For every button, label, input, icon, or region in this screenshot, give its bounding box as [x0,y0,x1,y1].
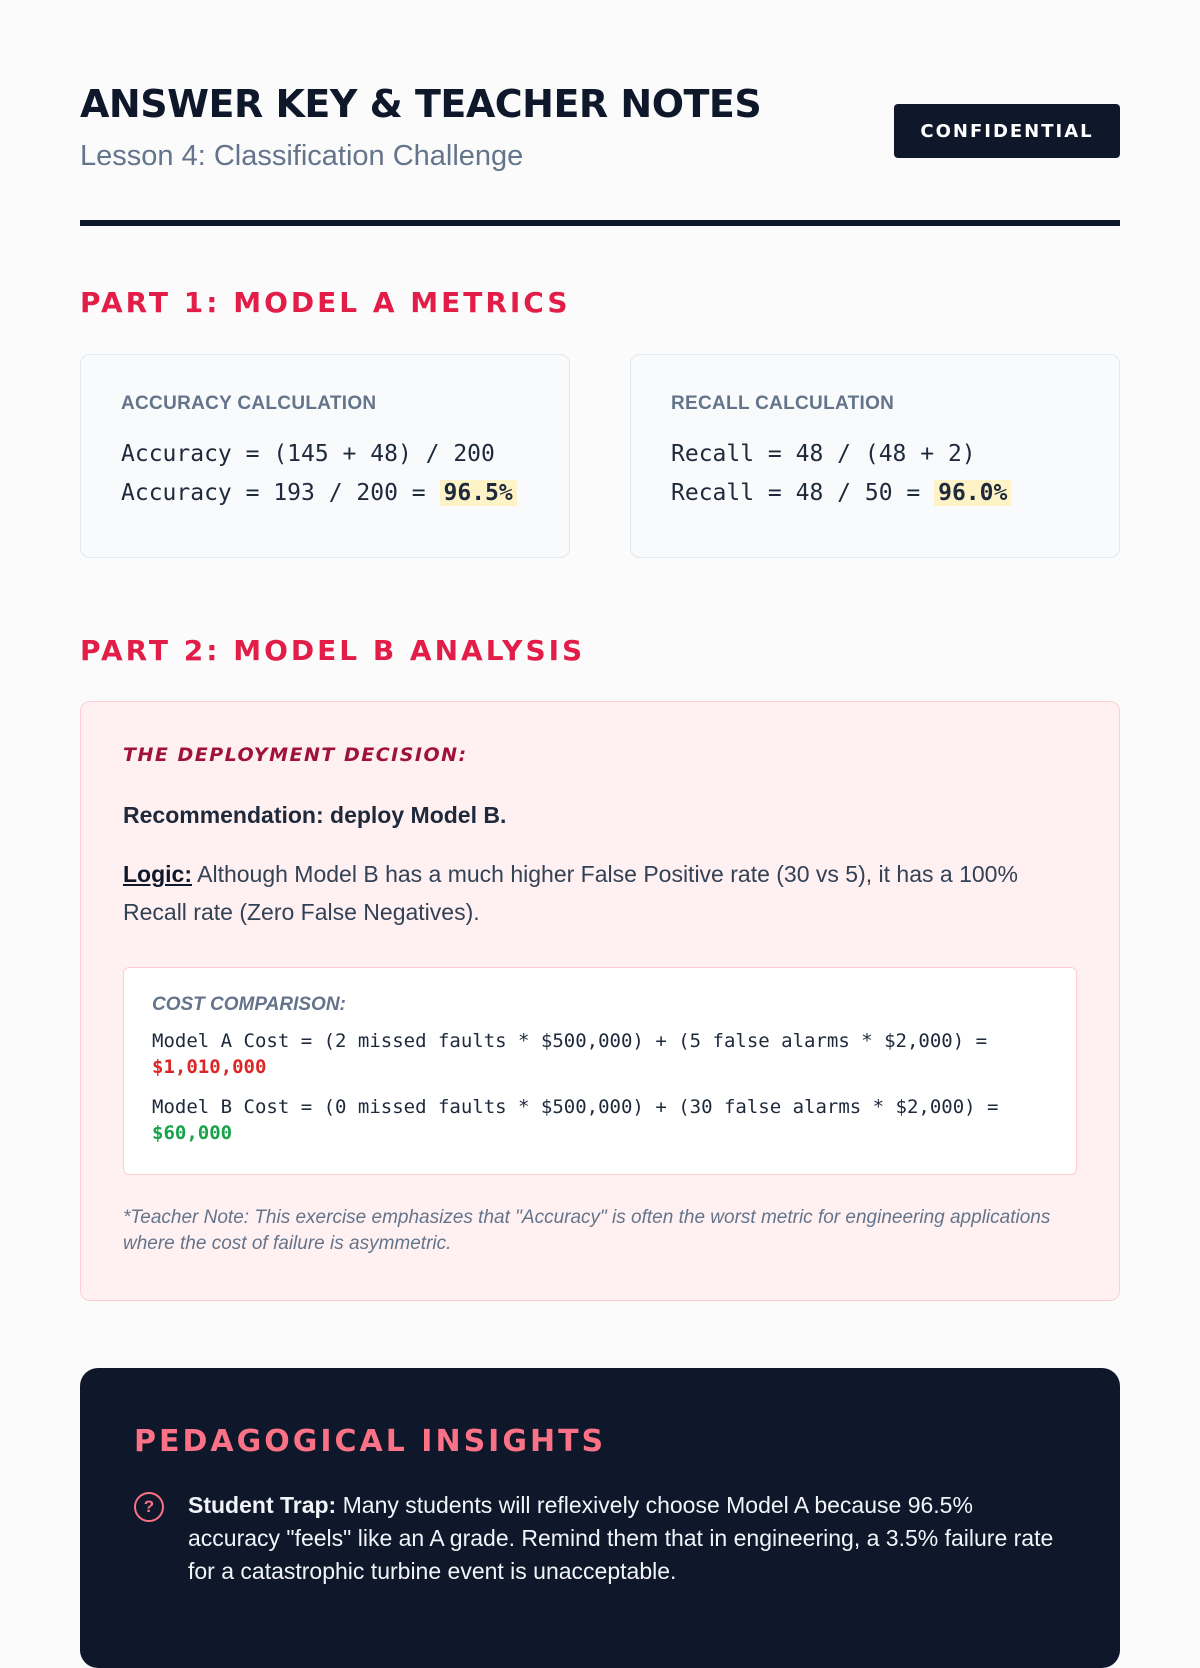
logic-paragraph [123,855,1077,931]
cost-comparison-box [123,967,1077,1175]
insights-title: PEDAGOGICAL INSIGHTS [134,1424,607,1459]
decision-label: THE DEPLOYMENT DECISION: [123,744,468,766]
cost-comparison-label: COST COMPARISON: [152,994,346,1015]
recall-result: 96.0% [934,480,1011,506]
pedagogical-insights-panel [80,1368,1120,1668]
model-b-cost [152,1094,1048,1146]
accuracy-line-2 [121,474,529,513]
recommendation: Recommendation: deploy Model B. [123,802,507,828]
accuracy-card-label: ACCURACY CALCULATION [121,393,377,414]
confidential-badge: CONFIDENTIAL [894,104,1120,158]
recall-card-label: RECALL CALCULATION [671,393,895,414]
insight-body: Many students will reflexively choose Model A because 96.5% accuracy "feels" like an A grade. Remind them that in engineering, a 3.5% failure rate for a catastrophic turbine event is unacceptable. [188,1492,1054,1584]
teacher-note: *Teacher Note: This exercise emphasizes that "Accuracy" is often the worst metric for engineering applications where the cost of failure is asymmetric. [123,1207,1051,1254]
accuracy-line-2-prefix: Accuracy = 193 / 200 = [121,480,440,506]
question-circle-icon: ? [134,1492,164,1522]
recall-line-2 [671,474,1079,513]
insight-text [188,1489,1066,1588]
recall-line-1: Recall = 48 / (48 + 2) [671,441,976,467]
document-title: ANSWER KEY & TEACHER NOTES [80,82,762,126]
model-a-cost-total: $1,010,000 [152,1056,267,1078]
part1-title: PART 1: MODEL A METRICS [80,286,571,319]
model-b-cost-formula: Model B Cost = (0 missed faults * $500,000) + (30 false alarms * $2,000) = [152,1096,999,1118]
insight-item [134,1489,1066,1588]
document-header [80,82,1120,192]
recall-card [630,354,1120,558]
recall-line-2-prefix: Recall = 48 / 50 = [671,480,935,506]
model-a-cost [152,1028,1048,1080]
header-divider [80,220,1120,226]
logic-label: Logic: [123,861,192,887]
accuracy-card [80,354,570,558]
accuracy-line-1: Accuracy = (145 + 48) / 200 [121,441,495,467]
insight-label: Student Trap: [188,1492,337,1518]
model-a-cost-formula: Model A Cost = (2 missed faults * $500,000) + (5 false alarms * $2,000) = [152,1030,988,1052]
deployment-decision-panel [80,701,1120,1301]
accuracy-result: 96.5% [440,480,517,506]
part2-title: PART 2: MODEL B ANALYSIS [80,634,586,667]
model-b-cost-total: $60,000 [152,1122,233,1144]
document-subtitle: Lesson 4: Classification Challenge [80,140,524,172]
logic-text: Although Model B has a much higher False Positive rate (30 vs 5), it has a 100% Recall rate (Zero False Negatives). [123,861,1018,925]
